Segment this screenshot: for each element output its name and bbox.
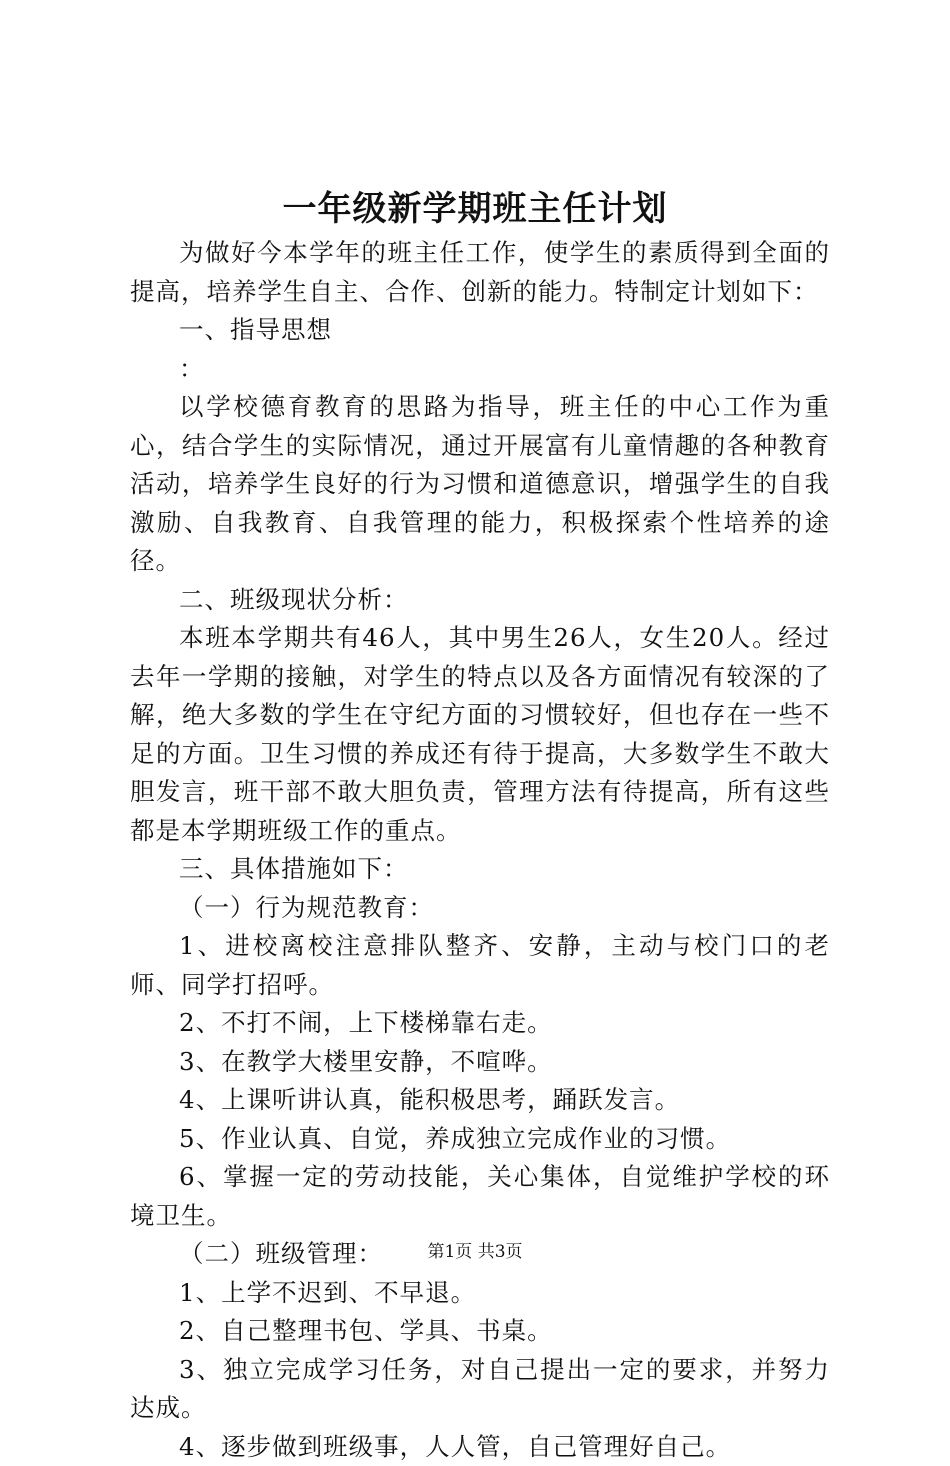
heading-class-analysis: 二、班级现状分析： <box>130 581 830 620</box>
list-item: 3、独立完成学习任务，对自己提出一定的要求，并努力达成。 <box>130 1351 830 1428</box>
list-item: 3、在教学大楼里安静，不喧哗。 <box>130 1043 830 1082</box>
document-body <box>130 234 830 1466</box>
paragraph-class-analysis: 本班本学期共有46人，其中男生26人，女生20人。经过去年一学期的接触，对学生的特点以及各方面情况有较深的了解，绝大多数的学生在守纪方面的习惯较好，但也存在一些不足的方面。卫生习惯的养成还有待于提高，大多数学生不敢大胆发言，班干部不敢大胆负责，管理方法有待提高，所有这些都是本学期班级工作的重点。 <box>130 619 830 850</box>
subheading-class-management: （二）班级管理： <box>130 1235 830 1274</box>
list-item: 4、上课听讲认真，能积极思考，踊跃发言。 <box>130 1081 830 1120</box>
subheading-behavior: （一）行为规范教育： <box>130 889 830 928</box>
list-item: 6、掌握一定的劳动技能，关心集体，自觉维护学校的环境卫生。 <box>130 1158 830 1235</box>
heading-measures: 三、具体措施如下： <box>130 850 830 889</box>
list-item: 1、上学不迟到、不早退。 <box>130 1274 830 1313</box>
paragraph-guiding-thought: 以学校德育教育的思路为指导，班主任的中心工作为重心，结合学生的实际情况，通过开展富有儿童情趣的各种教育活动，培养学生良好的行为习惯和道德意识，增强学生的自我激励、自我教育、自我管理的能力，积极探索个性培养的途径。 <box>130 388 830 581</box>
list-item: 5、作业认真、自觉，养成独立完成作业的习惯。 <box>130 1120 830 1159</box>
paragraph-intro: 为做好今本学年的班主任工作，使学生的素质得到全面的提高，培养学生自主、合作、创新的能力。特制定计划如下： <box>130 234 830 311</box>
page-footer: 第1页 共3页 <box>0 1240 950 1264</box>
heading-guiding-thought: 一、指导思想 <box>130 311 830 350</box>
document-title: 一年级新学期班主任计划 <box>0 186 950 232</box>
paragraph-colon: ： <box>130 350 830 389</box>
list-item: 4、逐步做到班级事，人人管，自己管理好自己。 <box>130 1428 830 1466</box>
list-item: 2、自己整理书包、学具、书桌。 <box>130 1312 830 1351</box>
list-item: 2、不打不闹，上下楼梯靠右走。 <box>130 1004 830 1043</box>
list-item: 1、进校离校注意排队整齐、安静，主动与校门口的老师、同学打招呼。 <box>130 927 830 1004</box>
